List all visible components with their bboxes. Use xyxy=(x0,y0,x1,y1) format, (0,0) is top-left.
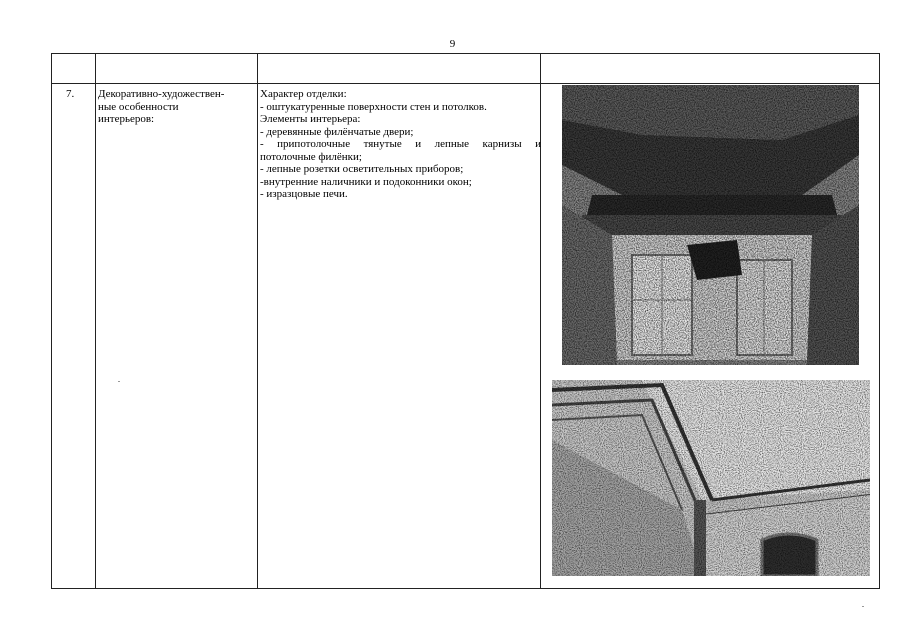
row-number: 7. xyxy=(66,88,75,100)
row-title-line: ные особенности xyxy=(98,100,179,113)
row-title-line: Декоративно-художествен- xyxy=(98,88,225,100)
description-line: - оштукатуренные поверхности стен и потолков. xyxy=(260,100,487,113)
scan-speck xyxy=(862,606,864,607)
row-title xyxy=(98,88,253,126)
description-line: - деревянные филёнчатые двери; xyxy=(260,125,414,138)
description-line: Характер отделки: xyxy=(260,88,347,100)
row-description xyxy=(260,88,541,201)
description-line: Элементы интерьера: xyxy=(260,113,361,125)
page-number: 9 xyxy=(449,38,456,50)
interior-features-table xyxy=(51,53,880,589)
description-line: - лепные розетки осветительных приборов; xyxy=(260,163,464,175)
header-row-divider xyxy=(52,83,879,84)
description-line: потолочные филёнки; xyxy=(260,150,362,163)
row-title-line: интерьеров: xyxy=(98,113,155,125)
column-divider xyxy=(95,54,96,588)
column-divider xyxy=(257,54,258,588)
interior-photo-ceiling xyxy=(552,380,870,576)
description-line: - припотолочные тянутые и лепные карнизы и xyxy=(260,138,541,150)
scan-speck xyxy=(118,381,120,382)
description-line: - изразцовые печи. xyxy=(260,188,348,200)
description-line: -внутренние наличники и подоконники окон; xyxy=(260,175,472,188)
interior-photo-window xyxy=(562,85,859,365)
